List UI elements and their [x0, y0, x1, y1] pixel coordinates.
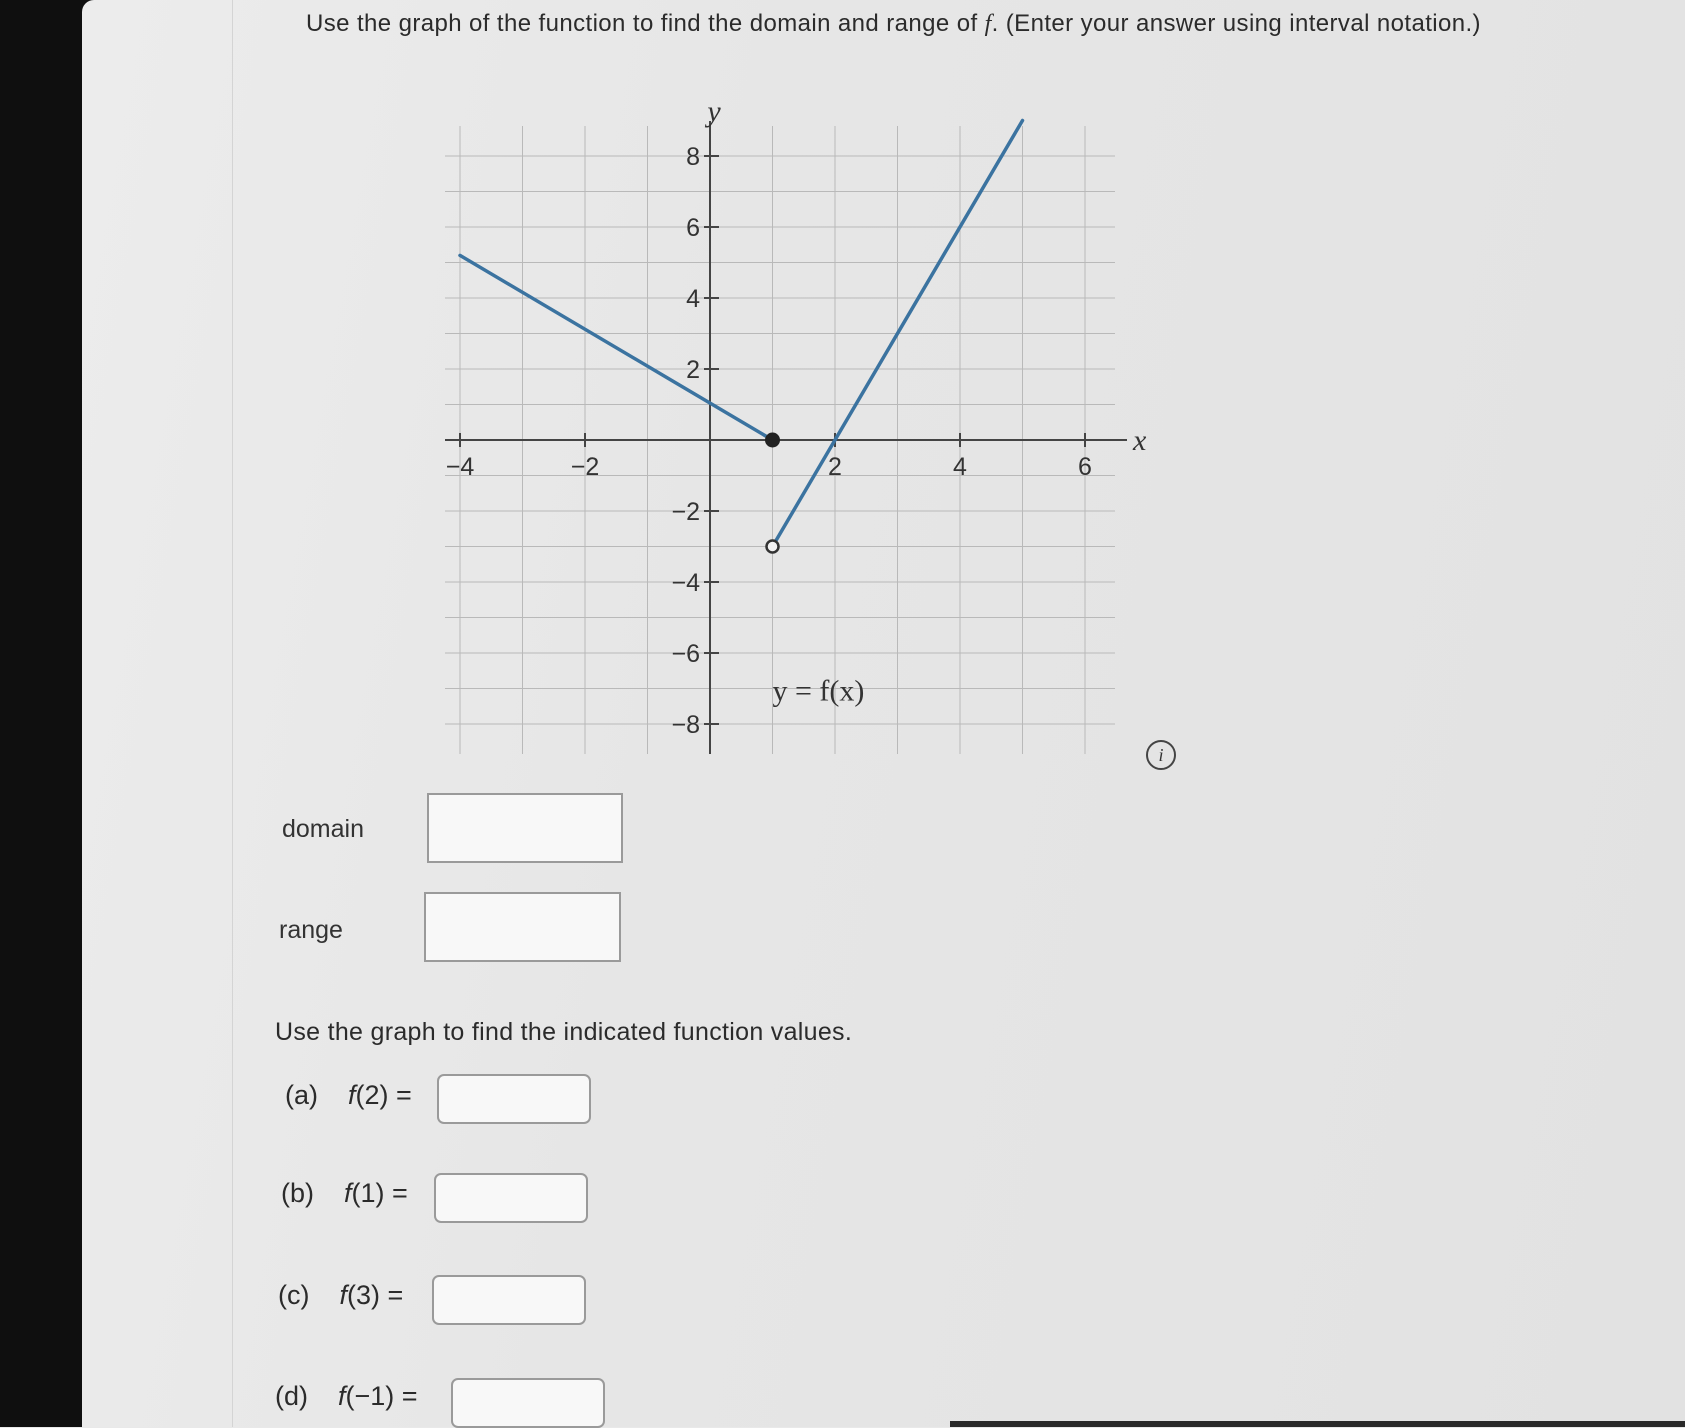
open-endpoint: [767, 541, 779, 553]
part-c-input[interactable]: [432, 1275, 586, 1325]
x-axis-label: x: [1133, 424, 1147, 457]
part-c-letter: (c): [278, 1280, 310, 1310]
content-divider: [232, 0, 233, 1427]
question-var: f: [984, 11, 992, 37]
axes: [445, 121, 1127, 754]
function-label: y = f(x): [772, 674, 865, 708]
part-c: [278, 1280, 403, 1311]
x-tick-label: 2: [828, 453, 842, 481]
x-tick-label: −4: [445, 453, 475, 481]
closed-endpoint: [766, 433, 780, 447]
domain-input[interactable]: [427, 793, 623, 863]
y-tick-label: −8: [671, 711, 700, 739]
y-tick-label: 6: [686, 214, 700, 242]
part-a-fn: f: [348, 1080, 356, 1110]
series-line-1: [460, 255, 773, 440]
y-tick-label: 2: [686, 356, 700, 384]
function-graph: [420, 90, 1150, 780]
x-tick-label: 6: [1078, 453, 1092, 481]
x-tick-label: 4: [953, 453, 967, 481]
part-a: [285, 1080, 412, 1111]
part-a-input[interactable]: [437, 1074, 591, 1124]
question-suffix: . (Enter your answer using interval notation.): [991, 10, 1481, 37]
range-label: range: [279, 916, 343, 944]
part-b: [281, 1178, 408, 1209]
x-tick-labels: [446, 453, 1092, 481]
part-d-arg: (−1) =: [345, 1381, 418, 1411]
part-c-arg: (3) =: [347, 1280, 404, 1310]
part-d-input[interactable]: [451, 1378, 605, 1428]
values-prompt: Use the graph to find the indicated function values.: [275, 1018, 853, 1046]
info-icon[interactable]: i: [1146, 740, 1176, 770]
part-b-fn: f: [344, 1178, 352, 1208]
bottom-bar: [950, 1421, 1685, 1427]
function-series: [460, 121, 1023, 553]
y-tick-label: −4: [671, 569, 700, 597]
part-b-input[interactable]: [434, 1173, 588, 1223]
question-prefix: Use the graph of the function to find the domain and range of: [306, 10, 985, 37]
part-d-fn: f: [338, 1381, 346, 1411]
y-axis-label: y: [707, 95, 721, 128]
part-d-letter: (d): [275, 1381, 308, 1411]
part-b-letter: (b): [281, 1178, 314, 1208]
part-b-arg: (1) =: [351, 1178, 408, 1208]
y-tick-label: −2: [671, 498, 700, 526]
range-input[interactable]: [424, 892, 621, 962]
y-tick-label: 8: [686, 143, 700, 171]
x-tick-label: −2: [570, 453, 600, 481]
question-text: [306, 10, 1481, 38]
part-a-arg: (2) =: [355, 1080, 412, 1110]
part-c-fn: f: [339, 1280, 347, 1310]
domain-label: domain: [282, 815, 364, 843]
y-tick-label: 4: [686, 285, 700, 313]
part-a-letter: (a): [285, 1080, 318, 1110]
y-tick-label: −6: [671, 640, 700, 668]
part-d: [275, 1381, 418, 1412]
